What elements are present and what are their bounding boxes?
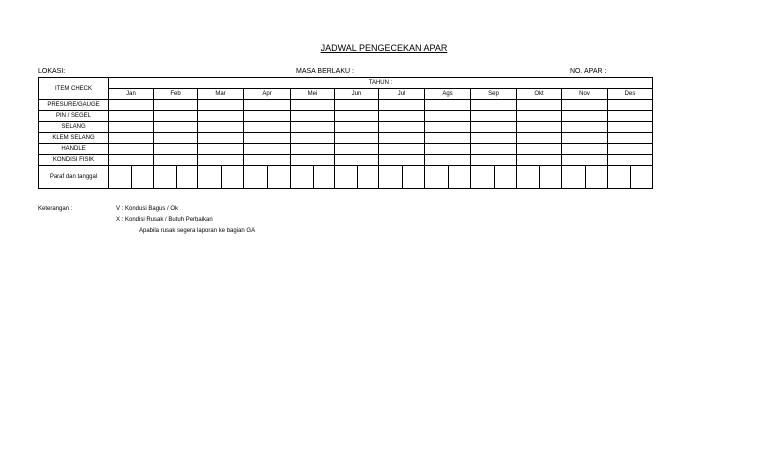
check-cell[interactable] [335,133,379,144]
check-cell[interactable] [109,155,154,166]
no-apar-label: NO. APAR : [570,68,607,75]
check-cell[interactable] [562,133,608,144]
notes-label: Keterangan : [38,206,73,212]
document-title: JADWAL PENGECEKAN APAR [320,43,448,53]
check-cell[interactable] [517,100,562,111]
check-cell[interactable] [154,122,198,133]
check-cell[interactable] [198,111,244,122]
lokasi-label: LOKASI: [38,68,66,75]
check-cell[interactable] [471,144,517,155]
month-header: Des [608,89,653,100]
inspection-table [38,77,653,189]
paraf-cell[interactable] [562,166,608,189]
item-label: KLEM SELANG [39,133,109,144]
check-cell[interactable] [109,111,154,122]
check-cell[interactable] [335,155,379,166]
paraf-divider [448,166,449,188]
check-cell[interactable] [198,144,244,155]
tahun-header: TAHUN : [109,78,653,89]
notes-line-rusak: X : Kondisi Rusak / Butuh Perbaikan [116,217,213,223]
month-header: Ags [425,89,471,100]
check-cell[interactable] [379,144,425,155]
check-cell[interactable] [608,122,653,133]
check-cell[interactable] [244,133,291,144]
month-header: Jul [379,89,425,100]
month-header: Mar [198,89,244,100]
table-row [39,133,653,144]
check-cell[interactable] [379,100,425,111]
paraf-cell[interactable] [244,166,291,189]
item-label: PIN / SEGEL [39,111,109,122]
check-cell[interactable] [379,111,425,122]
check-cell[interactable] [291,100,335,111]
paraf-cell[interactable] [335,166,379,189]
check-cell[interactable] [109,100,154,111]
item-label: HANDLE [39,144,109,155]
check-cell[interactable] [517,122,562,133]
month-header: Jan [109,89,154,100]
paraf-divider [221,166,222,188]
paraf-cell[interactable] [379,166,425,189]
check-cell[interactable] [608,144,653,155]
check-cell[interactable] [517,111,562,122]
notes-line-lapor: Apabila rusak segera laporan ke bagian GA [139,228,256,234]
month-header: Apr [244,89,291,100]
check-cell[interactable] [379,155,425,166]
check-cell[interactable] [198,155,244,166]
paraf-label: Paraf dan tanggal [39,166,109,189]
paraf-cell[interactable] [517,166,562,189]
month-header: Okt [517,89,562,100]
month-header: Sep [471,89,517,100]
paraf-row [39,166,653,189]
check-cell[interactable] [562,111,608,122]
check-cell[interactable] [198,133,244,144]
paraf-cell[interactable] [198,166,244,189]
check-cell[interactable] [425,133,471,144]
check-cell[interactable] [244,155,291,166]
check-cell[interactable] [562,155,608,166]
check-cell[interactable] [471,122,517,133]
item-label: KONDISI FISIK [39,155,109,166]
check-cell[interactable] [291,144,335,155]
check-cell[interactable] [198,122,244,133]
check-cell[interactable] [335,144,379,155]
month-header: Jun [335,89,379,100]
notes-line-ok: V : Kondusi Bagus / Ok [116,206,179,212]
check-cell[interactable] [562,144,608,155]
check-cell[interactable] [335,111,379,122]
check-cell[interactable] [517,144,562,155]
check-cell[interactable] [291,111,335,122]
check-cell[interactable] [608,155,653,166]
paraf-cell[interactable] [425,166,471,189]
check-cell[interactable] [154,111,198,122]
check-cell[interactable] [291,133,335,144]
paraf-divider [630,166,631,188]
item-label: PRESURE/GAUGE [39,100,109,111]
item-label: SELANG [39,122,109,133]
check-cell[interactable] [562,122,608,133]
check-cell[interactable] [471,155,517,166]
table-row [39,111,653,122]
check-cell[interactable] [608,100,653,111]
check-cell[interactable] [471,111,517,122]
item-check-header: ITEM CHECK [39,78,109,100]
header-row [39,78,653,89]
check-cell[interactable] [425,155,471,166]
check-cell[interactable] [109,144,154,155]
paraf-divider [585,166,586,188]
paraf-divider [402,166,403,188]
check-cell[interactable] [335,122,379,133]
check-cell[interactable] [154,144,198,155]
table-row [39,100,653,111]
paraf-divider [357,166,358,188]
check-cell[interactable] [198,100,244,111]
table-row [39,155,653,166]
check-cell[interactable] [291,155,335,166]
paraf-divider [494,166,495,188]
check-cell[interactable] [109,122,154,133]
check-cell[interactable] [291,122,335,133]
month-header: Nov [562,89,608,100]
check-cell[interactable] [471,133,517,144]
paraf-divider [267,166,268,188]
check-cell[interactable] [562,100,608,111]
masa-berlaku-label: MASA BERLAKU : [296,68,354,75]
paraf-cell[interactable] [109,166,154,189]
check-cell[interactable] [425,122,471,133]
paraf-divider [313,166,314,188]
table-row [39,144,653,155]
check-cell[interactable] [425,144,471,155]
check-cell[interactable] [154,100,198,111]
month-header: Mei [291,89,335,100]
check-cell[interactable] [244,111,291,122]
check-cell[interactable] [608,133,653,144]
paraf-cell[interactable] [154,166,198,189]
check-cell[interactable] [517,133,562,144]
check-cell[interactable] [379,122,425,133]
check-cell[interactable] [154,155,198,166]
check-cell[interactable] [109,133,154,144]
paraf-divider [131,166,132,188]
check-cell[interactable] [517,155,562,166]
months-row [39,89,653,100]
paraf-cell[interactable] [471,166,517,189]
check-cell[interactable] [608,111,653,122]
table-row [39,122,653,133]
paraf-cell[interactable] [291,166,335,189]
check-cell[interactable] [335,100,379,111]
check-cell[interactable] [244,100,291,111]
check-cell[interactable] [425,111,471,122]
paraf-cell[interactable] [608,166,653,189]
paraf-divider [176,166,177,188]
check-cell[interactable] [244,144,291,155]
check-cell[interactable] [471,100,517,111]
paraf-divider [539,166,540,188]
check-cell[interactable] [379,133,425,144]
check-cell[interactable] [154,133,198,144]
month-header: Feb [154,89,198,100]
check-cell[interactable] [425,100,471,111]
check-cell[interactable] [244,122,291,133]
